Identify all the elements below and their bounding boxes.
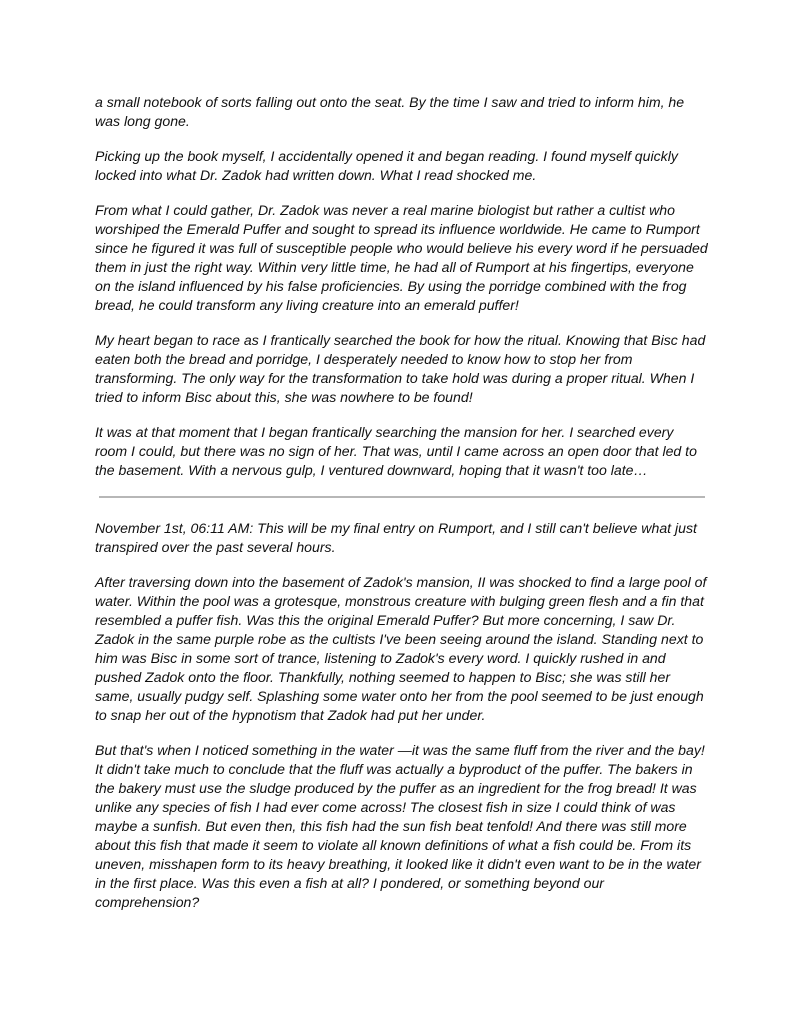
paragraph: But that's when I noticed something in the water —it was the same fluff from the river and the bay! It didn't take much to conclude that the fluff was actually a byproduct of the puffer. The bakers in the bakery must use the sludge produced by the puffer as an ingredient for the frog bread! It was unlike any species of fish I had ever come across! The closest fish in size I could think of was maybe a sunfish. But even then, this fish had the sun fish beat tenfold! And there was still more about this fish that made it seem to violate all known definitions of what a fish could be. From its uneven, misshapen form to its heavy breathing, it looked like it didn't even want to be in the water in the first place. Was this even a fish at all? I pondered, or something beyond our comprehension? bbox=[95, 742, 705, 910]
paragraph: Picking up the book myself, I accidentally opened it and began reading. I found myself quickly locked into what Dr. Zadok had written down. What I read shocked me. bbox=[95, 148, 678, 183]
paragraph: My heart began to race as I frantically searched the book for how the ritual. Knowing that Bisc had eaten both the bread and porridge, I desperately needed to know how to stop her from transforming. The only way for the transformation to take hold was during a proper ritual. When I tried to inform Bisc about this, she was nowhere to be found! bbox=[95, 332, 706, 405]
section-1 bbox=[95, 93, 709, 480]
paragraph: It was at that moment that I began frantically searching the mansion for her. I searched every room I could, but there was no sign of her. That was, until I came across an open door that led to the basement. With a nervous gulp, I ventured downward, hoping that it wasn't too late… bbox=[95, 424, 697, 478]
section-2 bbox=[95, 519, 709, 912]
paragraph: After traversing down into the basement of Zadok's mansion, II was shocked to find a large pool of water. Within the pool was a grotesque, monstrous creature with bulging green flesh and a fin that resembled a puffer fish. Was this the original Emerald Puffer? But more concerning, I saw Dr. Zadok in the same purple robe as the cultists I've been seeing around the island. Standing next to him was Bisc in some sort of trance, listening to Zadok's every word. I quickly rushed in and pushed Zadok onto the floor. Thankfully, nothing seemed to happen to Bisc; she was still her same, usually pudgy self. Splashing some water onto her from the pool seemed to be just enough to snap her out of the hypnotism that Zadok had put her under. bbox=[95, 574, 707, 723]
document-page bbox=[95, 93, 709, 928]
paragraph: a small notebook of sorts falling out onto the seat. By the time I saw and tried to inform him, he was long gone. bbox=[95, 94, 685, 129]
paragraph: From what I could gather, Dr. Zadok was never a real marine biologist but rather a cultist who worshiped the Emerald Puffer and sought to spread its influence worldwide. He came to Rumport since he figured it was full of susceptible people who would believe his every word if he persuaded them in just the right way. Within very little time, he had all of Rumport at his fingertips, everyone on the island influenced by his false proficiencies. By using the porridge combined with the frog bread, he could transform any living creature into an emerald puffer! bbox=[95, 202, 708, 313]
section-divider bbox=[99, 496, 705, 498]
journal-entry-header: November 1st, 06:11 AM: This will be my final entry on Rumport, and I still can't believe what just transpired over the past several hours. bbox=[95, 520, 697, 555]
